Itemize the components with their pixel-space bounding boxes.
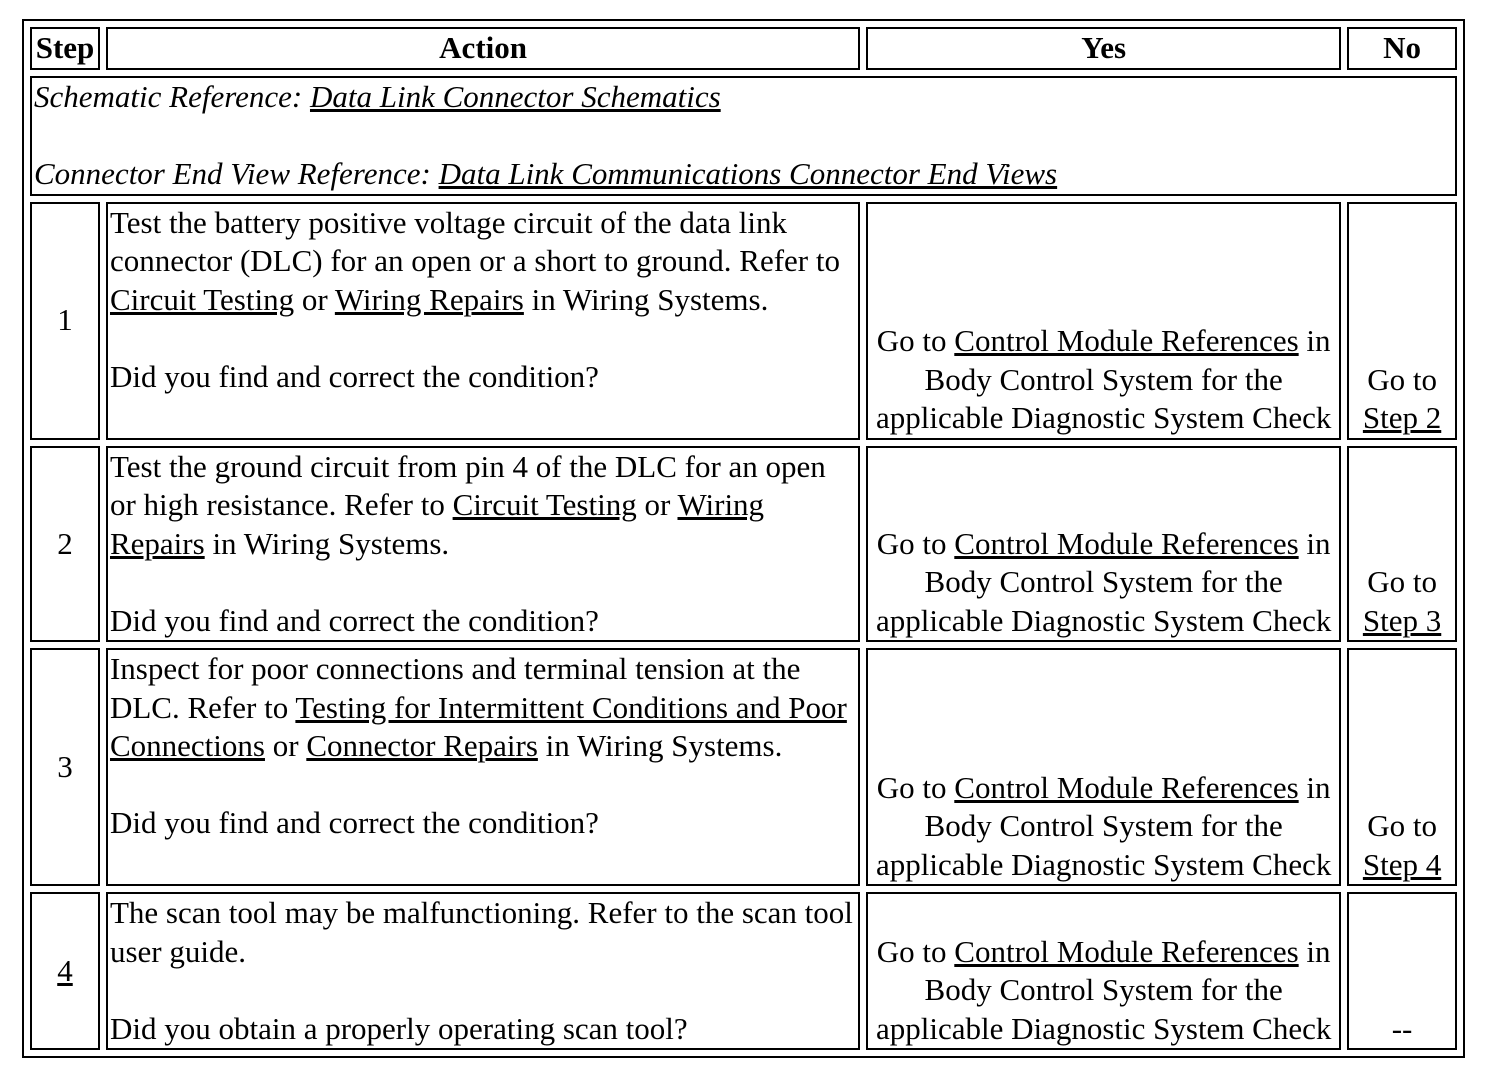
yes-cell: Go to Control Module References in Body Control System for the applicable Diagnostic System Check — [866, 648, 1341, 886]
action-question: Did you find and correct the condition? — [109, 358, 599, 394]
no-cell: Go to Step 2 — [1347, 202, 1457, 440]
go-to-step-4-link[interactable]: Step 4 — [1362, 846, 1442, 882]
connector-reference-label: Connector End View Reference: — [34, 156, 439, 191]
control-module-references-link[interactable]: Control Module References — [954, 525, 1299, 561]
no-action-text: -- — [1391, 1010, 1413, 1046]
no-cell: Go to Step 4 — [1347, 648, 1457, 886]
table-row-step-4 — [30, 892, 1457, 1050]
action-cell: Inspect for poor connections and terminal tension at the DLC. Refer to Testing for Intermittent Conditions and Poor Connections or Connector Repairs in Wiring Systems. Did you find and correct the condition? — [106, 648, 860, 886]
control-module-references-link[interactable]: Control Module References — [954, 323, 1299, 358]
go-to-step-2-link[interactable]: Step 2 — [1362, 400, 1442, 435]
control-module-references-link[interactable]: Control Module References — [954, 769, 1299, 805]
connector-repairs-link[interactable]: Connector Repairs — [306, 728, 538, 763]
header-no: No — [1347, 27, 1457, 70]
step-number: 1 — [30, 202, 100, 440]
header-action: Action — [106, 27, 860, 70]
step-number — [30, 892, 100, 1050]
action-text: Inspect for poor connections and terminal tension at the DLC. — [109, 651, 801, 725]
no-cell: Go to Step 3 — [1347, 446, 1457, 643]
yes-cell: Go to Control Module References in Body Control System for the applicable Diagnostic System Check — [866, 446, 1341, 643]
connector-reference-link[interactable]: Data Link Communications Connector End Views — [438, 156, 1058, 191]
action-cell: Test the ground circuit from pin 4 of the DLC for an open or high resistance. Refer to Circuit Testing or Wiring Repairs in Wiring Systems. Did you find and correct the condition? — [106, 446, 860, 643]
circuit-testing-link[interactable]: Circuit Testing — [452, 487, 637, 522]
action-question: Did you find and correct the condition? — [109, 805, 599, 840]
no-cell — [1347, 892, 1457, 1050]
action-question: Did you find and correct the condition? — [109, 602, 599, 638]
action-question: Did you obtain a properly operating scan tool? — [109, 1010, 688, 1046]
action-text: Test the battery positive voltage circuit of the data link connector (DLC) for an open or a short to ground. — [109, 204, 788, 278]
wiring-repairs-link[interactable]: Wiring Repairs — [109, 487, 765, 561]
header-yes: Yes — [866, 27, 1341, 70]
connector-reference — [34, 155, 1453, 194]
header-step: Step — [30, 27, 100, 70]
circuit-testing-link[interactable]: Circuit Testing — [109, 281, 295, 317]
yes-cell: Go to Control Module References in Body Control System for the applicable Diagnostic System Check — [866, 202, 1341, 440]
schematic-reference-label: Schematic Reference: — [34, 79, 310, 114]
reference-cell — [30, 76, 1457, 196]
control-module-references-link[interactable]: Control Module References — [954, 933, 1299, 969]
step-4-link[interactable]: 4 — [57, 952, 73, 988]
wiring-repairs-link[interactable]: Wiring Repairs — [334, 281, 524, 317]
intermittent-conditions-link[interactable]: Testing for Intermittent Conditions and Poor Connections — [109, 689, 847, 763]
table-row-step-2 — [30, 446, 1457, 643]
action-text: The scan tool may be malfunctioning. Refer to the scan tool user guide. — [109, 895, 853, 969]
table-row-step-1 — [30, 202, 1457, 440]
table-row-step-3 — [30, 648, 1457, 886]
action-text: Test the ground circuit from pin 4 of the DLC for an open or high resistance. — [109, 448, 826, 522]
diagnostic-page — [22, 19, 1465, 1058]
action-cell: Test the battery positive voltage circuit of the data link connector (DLC) for an open or a short to ground. Refer to Circuit Testing or Wiring Repairs in Wiring Systems. Did you find and correct the condition? — [106, 202, 860, 440]
step-number: 3 — [30, 648, 100, 886]
reference-row — [30, 76, 1457, 196]
step-number: 2 — [30, 446, 100, 643]
diagnostic-table — [22, 19, 1465, 1058]
go-to-step-3-link[interactable]: Step 3 — [1362, 602, 1442, 638]
yes-cell: Go to Control Module References in Body Control System for the applicable Diagnostic System Check — [866, 892, 1341, 1050]
schematic-reference — [34, 78, 1453, 117]
action-cell — [106, 892, 860, 1050]
header-row — [30, 27, 1457, 70]
schematic-reference-link[interactable]: Data Link Connector Schematics — [309, 79, 721, 114]
